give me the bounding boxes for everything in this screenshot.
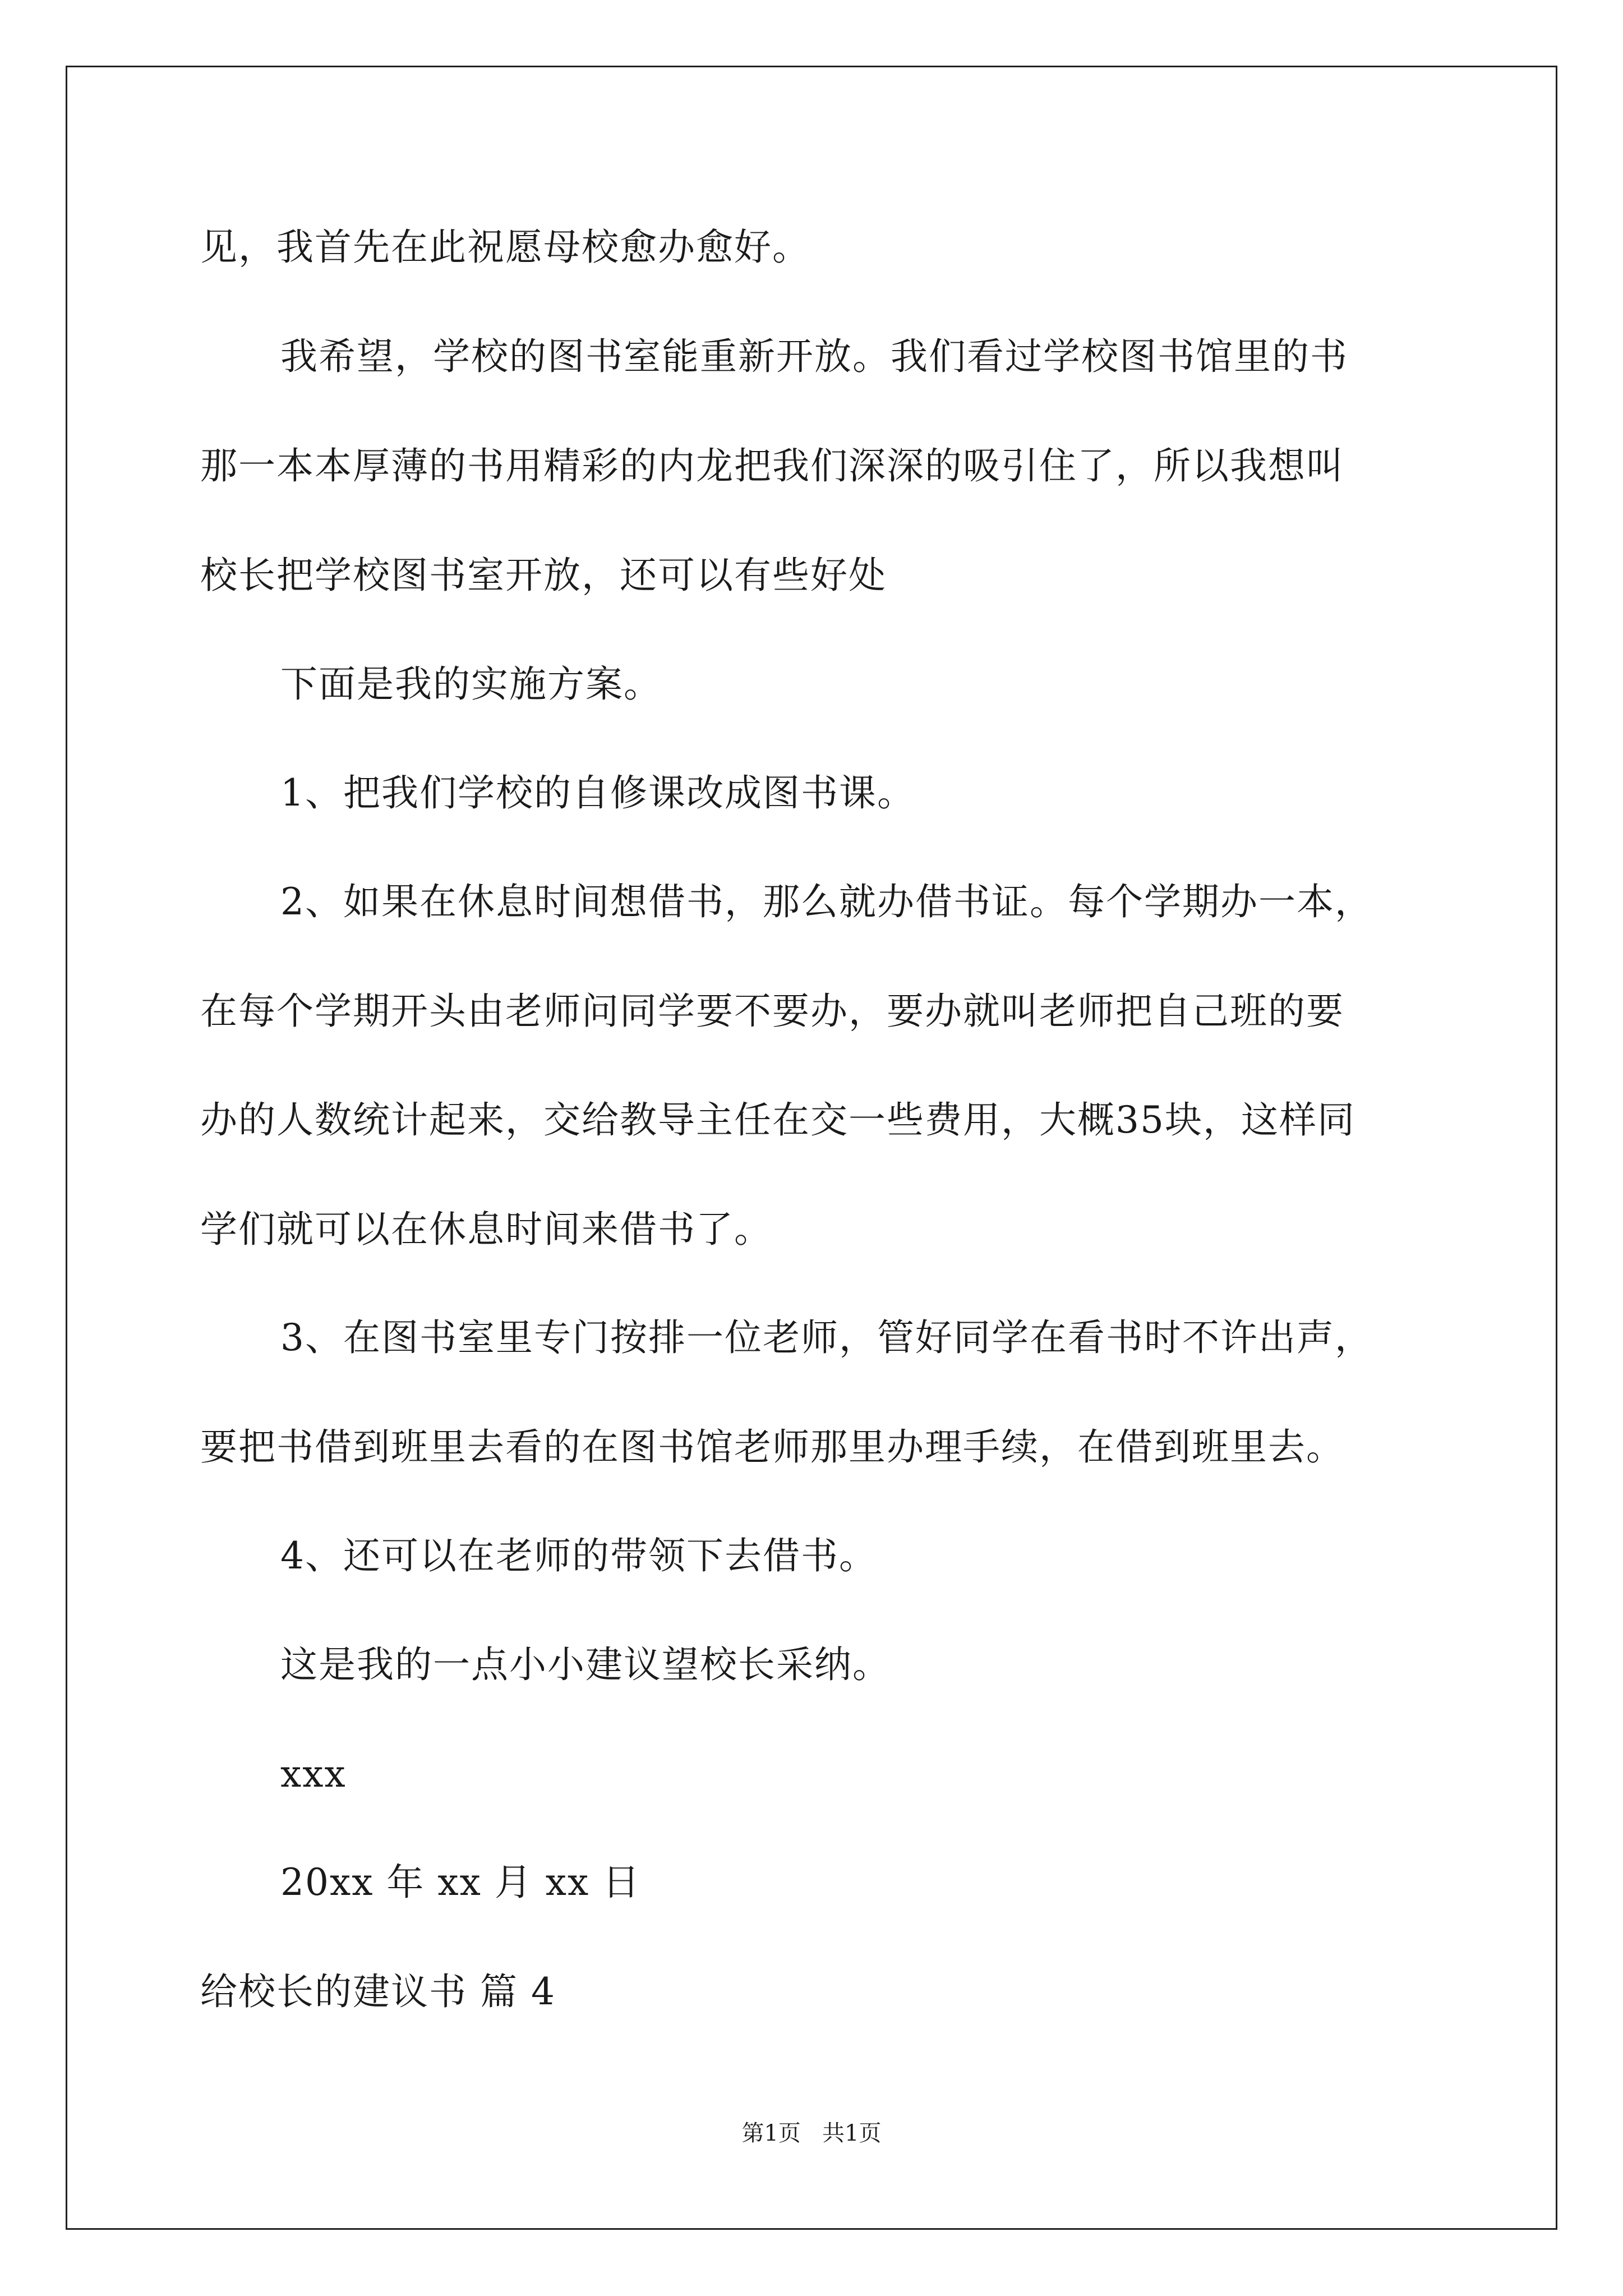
- text-line: 要把书借到班里去看的在图书馆老师那里办理手续，在借到班里去。: [200, 1425, 1344, 1469]
- page-border: [66, 66, 1557, 2230]
- text-line: 见，我首先在此祝愿母校愈办愈好。: [200, 226, 810, 269]
- text-line: 学们就可以在休息时间来借书了。: [200, 1208, 772, 1251]
- text-line: 我希望，学校的图书室能重新开放。我们看过学校图书馆里的书: [280, 335, 1348, 378]
- signature-name: xxx: [280, 1752, 347, 1796]
- section-heading: 给校长的建议书 篇 4: [200, 1970, 556, 2013]
- text-line: 那一本本厚薄的书用精彩的内龙把我们深深的吸引住了，所以我想叫: [200, 444, 1344, 487]
- text-line: 1、把我们学校的自修课改成图书课。: [280, 771, 915, 815]
- signature-date: 20xx 年 xx 月 xx 日: [280, 1861, 641, 1904]
- text-line: 在每个学期开头由老师问同学要不要办，要办就叫老师把自己班的要: [200, 990, 1344, 1033]
- text-line: 下面是我的实施方案。: [280, 662, 662, 706]
- text-line: 4、还可以在老师的带领下去借书。: [280, 1534, 877, 1577]
- text-line: 3、在图书室里专门按排一位老师，管好同学在看书时不许出声，: [280, 1316, 1373, 1359]
- text-line: 2、如果在休息时间想借书，那么就办借书证。每个学期办一本，: [280, 880, 1373, 923]
- text-line: 校长把学校图书室开放，还可以有些好处: [200, 554, 887, 597]
- text-line: 这是我的一点小小建议望校长采纳。: [280, 1643, 891, 1686]
- text-line: 办的人数统计起来，交给教导主任在交一些费用，大概35块，这样同: [200, 1098, 1355, 1142]
- page-footer: 第1页 共1页: [741, 2120, 882, 2146]
